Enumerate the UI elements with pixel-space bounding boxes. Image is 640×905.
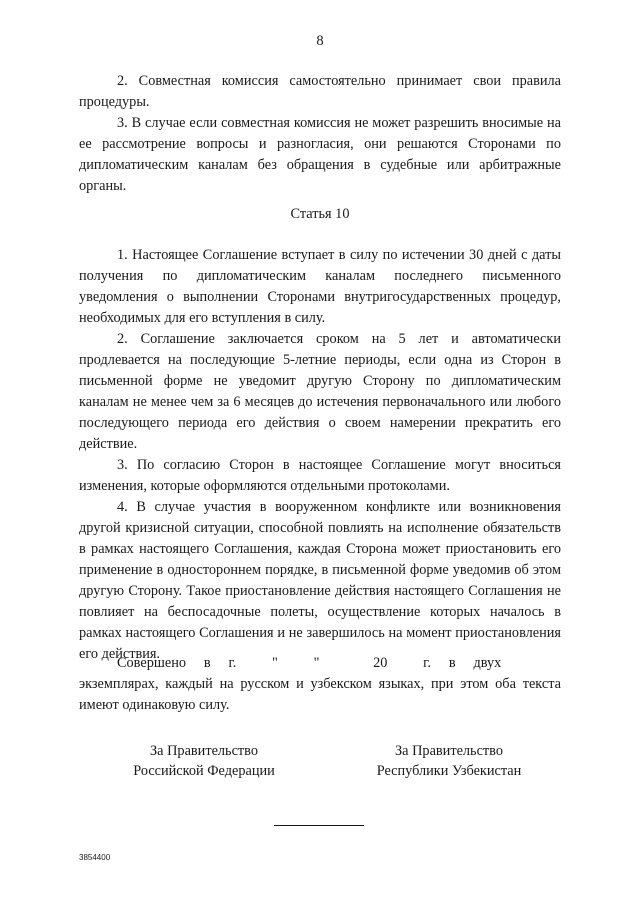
article-heading: Статья 10 <box>290 206 350 222</box>
paragraph-commission-rules: 2. Совместная комиссия самостоятельно принимает свои правила процедуры. <box>79 73 561 110</box>
paragraph-term: 2. Соглашение заключается сроком на 5 лет и автоматически продлевается на последующие 5-летние периоды, если одна из Сторон в письменной форме не уведомит другую Сторону по дипломатическим каналам не менее чем за 6 месяцев до истечения первоначального или любого последующего периода его действия о своем намерении прекратить его действие. <box>79 331 561 452</box>
paragraph-commission-disputes: 3. В случае если совместная комиссия не может разрешить вносимые на ее рассмотрение вопросы и разногласия, они решаются Сторонами по дипломатическим каналам без обращения в судебные или арбитражные органы. <box>79 115 561 194</box>
signature-block-russia <box>120 741 288 781</box>
signature-russia-line1: За Правительство <box>150 743 258 759</box>
closing-clause <box>79 653 561 716</box>
signature-uzbekistan-line1: За Правительство <box>395 743 503 759</box>
section-top-paragraphs <box>79 71 561 197</box>
signature-russia-line2: Российской Федерации <box>133 763 275 779</box>
signature-block-uzbekistan <box>362 741 536 781</box>
end-divider-rule <box>274 825 364 826</box>
article-10-body <box>79 245 561 665</box>
closing-languages: экземплярах, каждый на русском и узбекском языках, при этом оба текста имеют одинаковую силу. <box>79 676 561 713</box>
paragraph-entry-into-force: 1. Настоящее Соглашение вступает в силу по истечении 30 дней с даты получения по дипломатическим каналам последнего письменного уведомления о выполнении Сторонами внутригосударственных процедур, необходимых для его вступления в силу. <box>79 247 561 326</box>
closing-done-line: Совершено в г. " " 20 г. в двух <box>117 655 502 671</box>
signature-uzbekistan-line2: Республики Узбекистан <box>376 763 522 779</box>
document-code: 3854400 <box>79 853 111 862</box>
paragraph-suspension: 4. В случае участия в вооруженном конфликте или возникновения другой кризисной ситуации, способной повлиять на исполнение обязательств в рамках настоящего Соглашения, каждая Сторона может приостановить его применение в одностороннем порядке, в письменной форме уведомив об этом другую Сторону. Такое приостановление действия настоящего Соглашения не повлияет на беспосадочные полеты, осуществление которых началось в рамках настоящего Соглашения и не завершилось на момент приостановления его действия. <box>79 499 561 662</box>
paragraph-amendments: 3. По согласию Сторон в настоящее Соглашение могут вноситься изменения, которые оформляются отдельными протоколами. <box>79 457 561 494</box>
page-number: 8 <box>316 33 324 49</box>
